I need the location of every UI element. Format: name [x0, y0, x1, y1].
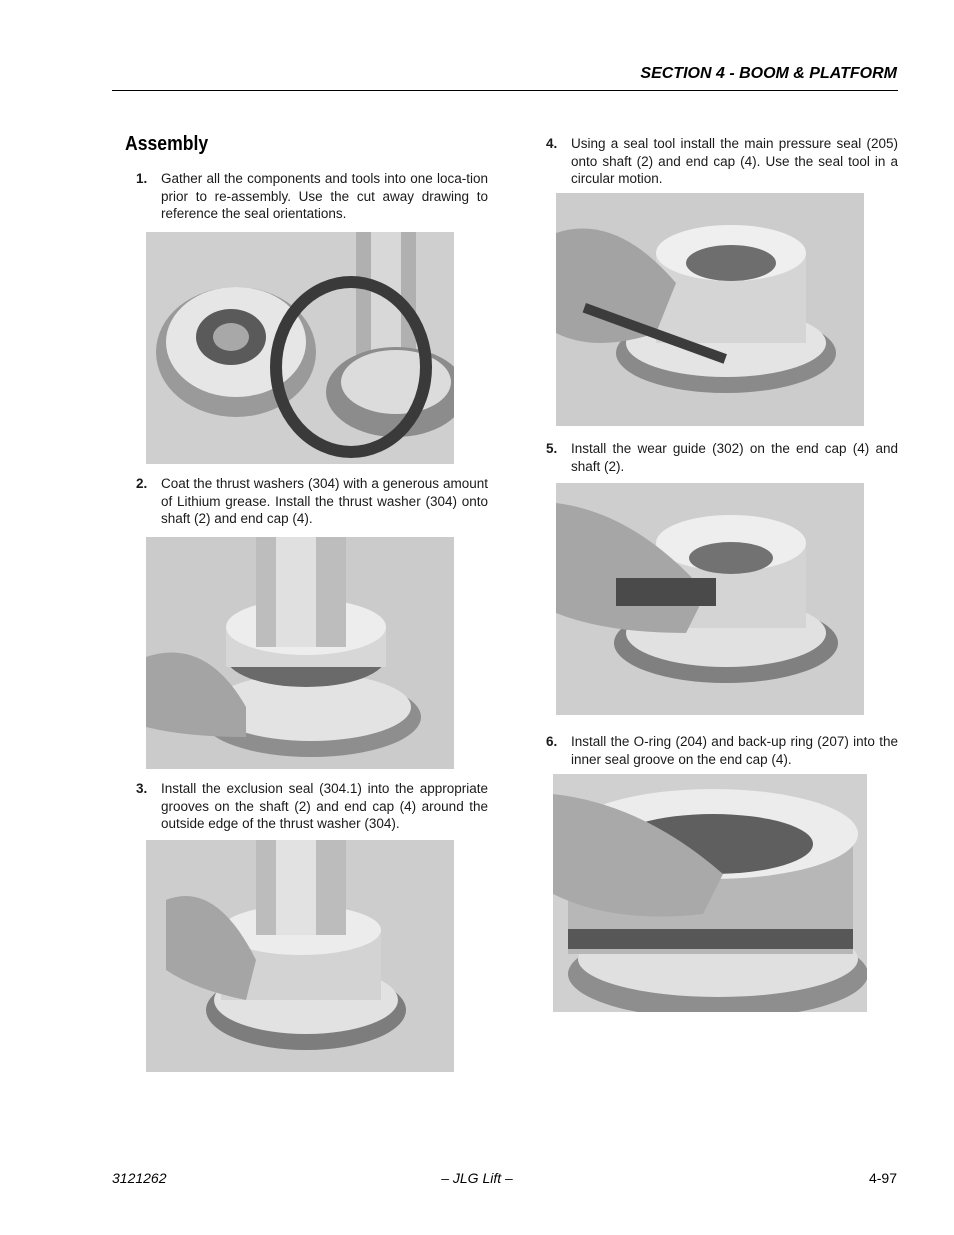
step-number: 2.: [136, 476, 148, 491]
page-number: 4-97: [868, 1170, 897, 1186]
photo-step-5-wear-guide: [556, 483, 864, 715]
step-text: Gather all the components and tools into one loca-tion prior to re-assembly. Use the cut away drawing to reference the seal orientations.: [161, 171, 488, 221]
step-number: 5.: [546, 441, 558, 456]
step-1: [136, 170, 488, 224]
step-number: 4.: [546, 136, 558, 151]
section-heading: Assembly: [125, 133, 209, 155]
step-text: Install the wear guide (302) on the end cap (4) and shaft (2).: [571, 441, 898, 474]
step-4: [546, 135, 898, 189]
step-number: 3.: [136, 781, 148, 796]
step-text: Coat the thrust washers (304) with a generous amount of Lithium grease. Install the thrust washer (304) onto shaft (2) and end cap (4).: [161, 476, 488, 526]
publisher-footer: – JLG Lift –: [441, 1170, 513, 1186]
step-5: [546, 440, 898, 476]
photo-step-4-pressure-seal: [556, 193, 864, 426]
photo-step-1-components: [146, 232, 454, 464]
section-title: SECTION 4 - BOOM & PLATFORM: [640, 65, 897, 82]
step-text: Install the exclusion seal (304.1) into the appropriate grooves on the shaft (2) and end cap (4) around the outside edge of the thrust washer (304).: [161, 781, 488, 831]
photo-step-3-exclusion-seal: [146, 840, 454, 1072]
document-number: 3121262: [112, 1170, 167, 1186]
step-number: 1.: [136, 171, 148, 186]
header-divider: [112, 90, 898, 91]
step-text: Install the O-ring (204) and back-up ring (207) into the inner seal groove on the end cap (4).: [571, 734, 898, 767]
step-6: [546, 733, 898, 769]
step-3: [136, 780, 488, 834]
step-2: [136, 475, 488, 529]
step-number: 6.: [546, 734, 558, 749]
step-text: Using a seal tool install the main pressure seal (205) onto shaft (2) and end cap (4). Use the seal tool in a circular motion.: [571, 136, 898, 186]
photo-step-2-thrust-washer: [146, 537, 454, 769]
photo-step-6-o-ring: [553, 774, 867, 1012]
